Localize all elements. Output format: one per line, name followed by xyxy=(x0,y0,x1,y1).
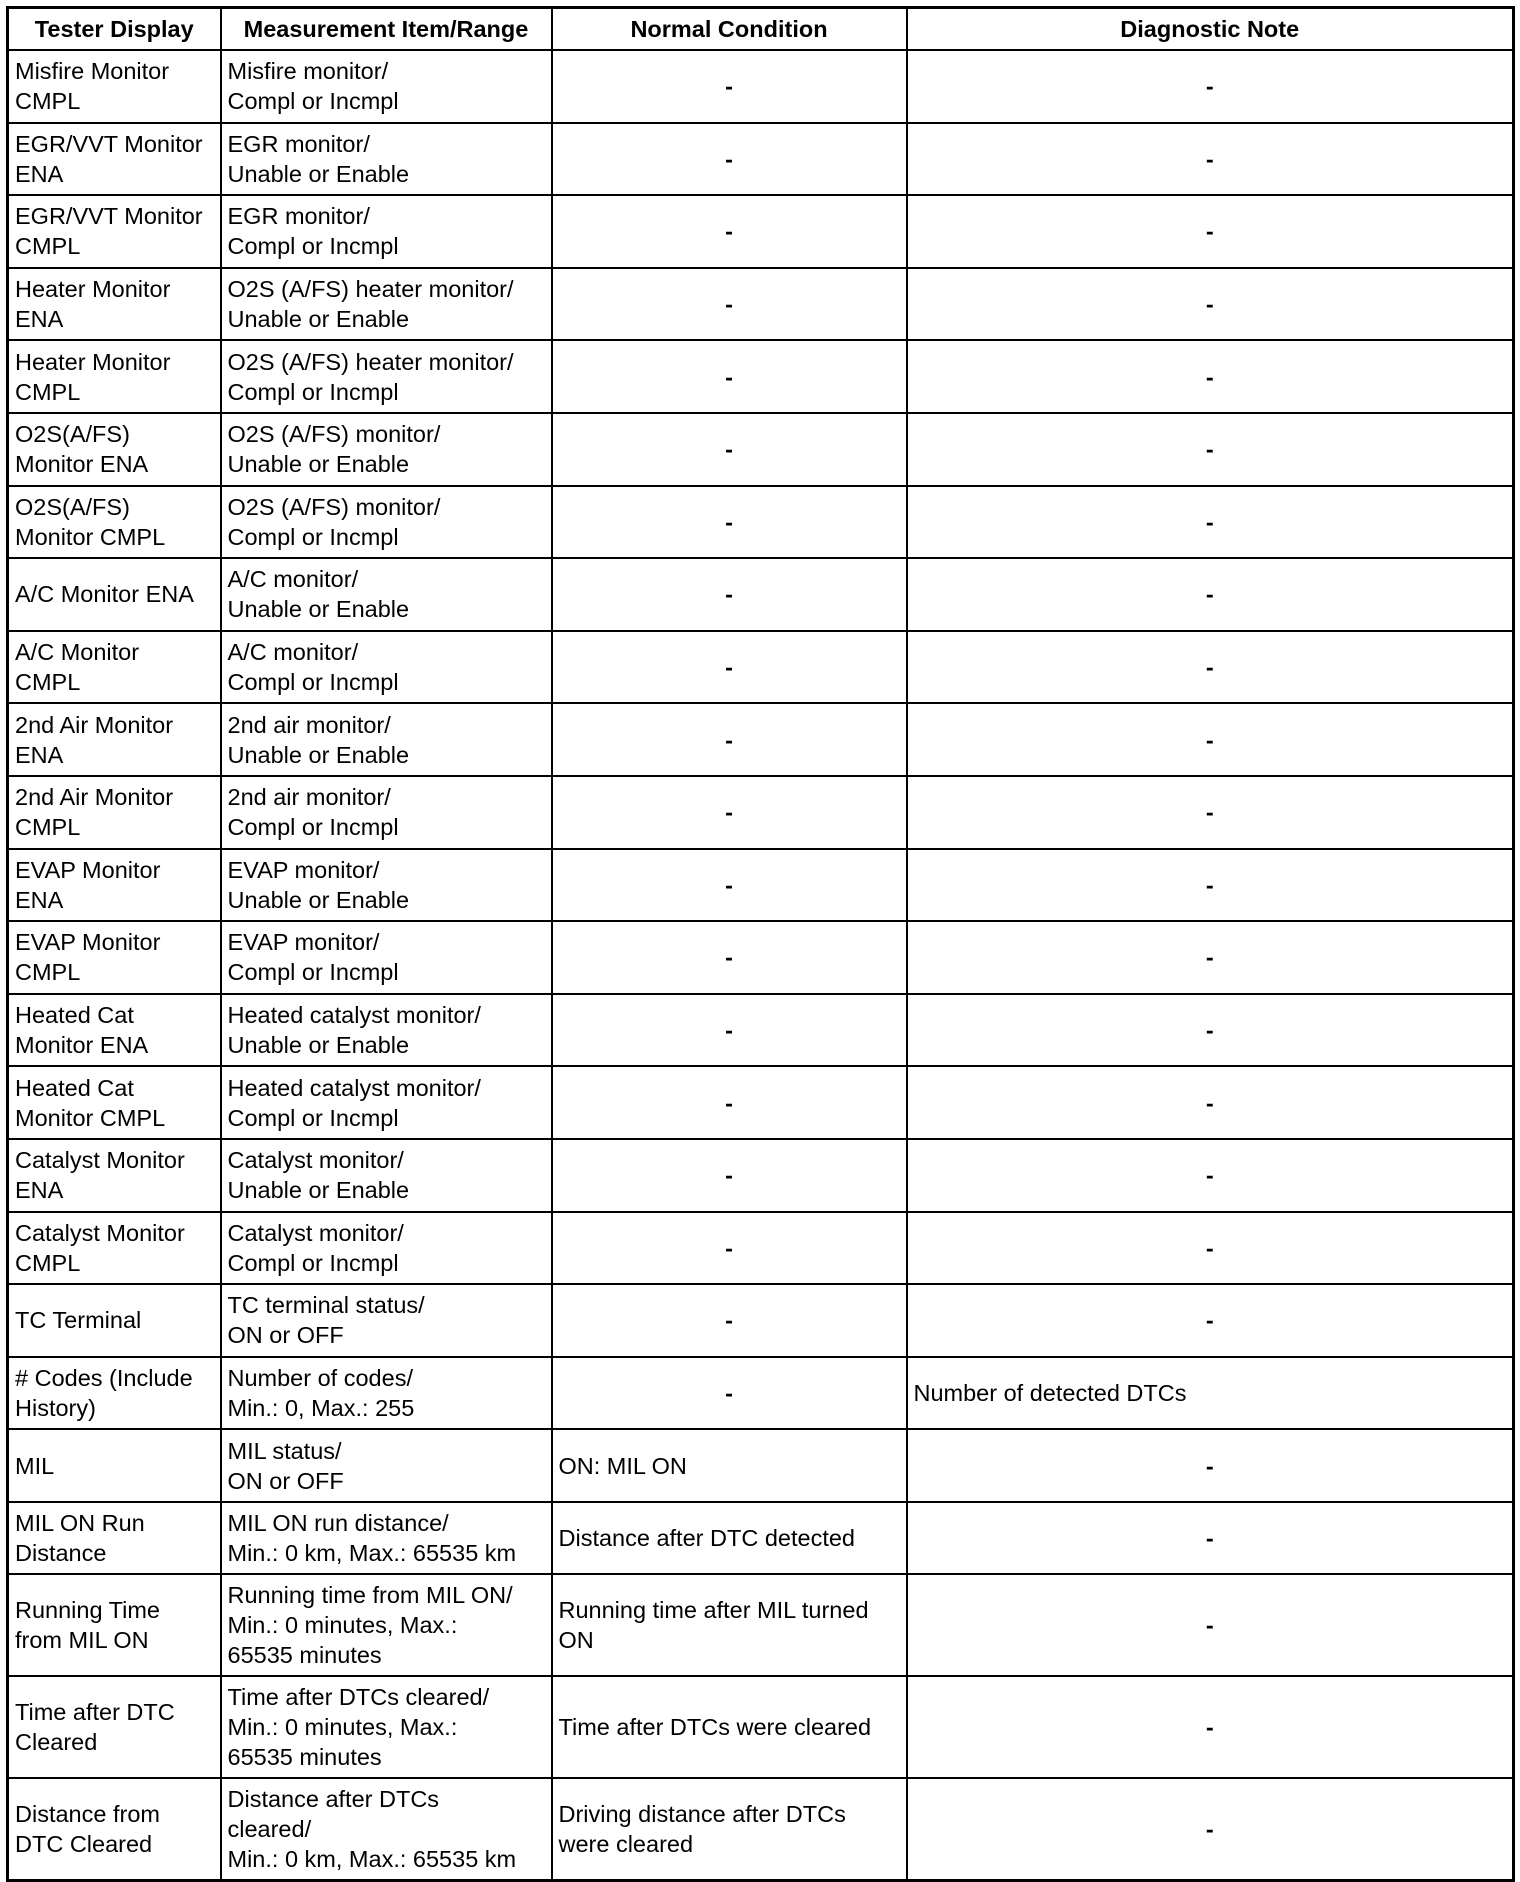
cell-normal-condition: - xyxy=(552,1212,907,1285)
cell-diagnostic-note: - xyxy=(907,776,1514,849)
cell-tester-display: MIL xyxy=(8,1429,221,1502)
cell-tester-display: EGR/VVT Monitor ENA xyxy=(8,123,221,196)
cell-diagnostic-note: - xyxy=(907,631,1514,704)
data-list-table xyxy=(6,6,1515,1882)
cell-measurement-item: O2S (A/FS) heater monitor/ Unable or Enable xyxy=(221,268,552,341)
cell-normal-condition: Driving distance after DTCs were cleared xyxy=(552,1778,907,1881)
table-row xyxy=(8,1139,1514,1212)
cell-diagnostic-note: - xyxy=(907,123,1514,196)
table-row xyxy=(8,703,1514,776)
cell-normal-condition: - xyxy=(552,413,907,486)
table-row xyxy=(8,994,1514,1067)
cell-normal-condition: - xyxy=(552,1066,907,1139)
cell-measurement-item: Heated catalyst monitor/ Unable or Enable xyxy=(221,994,552,1067)
cell-measurement-item: Heated catalyst monitor/ Compl or Incmpl xyxy=(221,1066,552,1139)
cell-measurement-item: EVAP monitor/ Compl or Incmpl xyxy=(221,921,552,994)
cell-diagnostic-note: - xyxy=(907,340,1514,413)
cell-tester-display: Heated Cat Monitor CMPL xyxy=(8,1066,221,1139)
table-row xyxy=(8,1066,1514,1139)
cell-normal-condition: ON: MIL ON xyxy=(552,1429,907,1502)
cell-normal-condition: - xyxy=(552,921,907,994)
cell-measurement-item: O2S (A/FS) monitor/ Unable or Enable xyxy=(221,413,552,486)
cell-measurement-item: 2nd air monitor/ Unable or Enable xyxy=(221,703,552,776)
table-row xyxy=(8,631,1514,704)
cell-normal-condition: - xyxy=(552,994,907,1067)
table-row xyxy=(8,1778,1514,1881)
cell-measurement-item: Distance after DTCs cleared/ Min.: 0 km, Max.: 65535 km xyxy=(221,1778,552,1881)
cell-diagnostic-note: - xyxy=(907,486,1514,559)
table-row xyxy=(8,195,1514,268)
cell-tester-display: MIL ON Run Distance xyxy=(8,1502,221,1575)
table-row xyxy=(8,558,1514,631)
cell-measurement-item: O2S (A/FS) monitor/ Compl or Incmpl xyxy=(221,486,552,559)
table-row xyxy=(8,1676,1514,1778)
table-row xyxy=(8,413,1514,486)
cell-measurement-item: Running time from MIL ON/ Min.: 0 minutes, Max.: 65535 minutes xyxy=(221,1574,552,1676)
cell-tester-display: EVAP Monitor ENA xyxy=(8,849,221,922)
cell-tester-display: A/C Monitor CMPL xyxy=(8,631,221,704)
cell-measurement-item: EGR monitor/ Compl or Incmpl xyxy=(221,195,552,268)
cell-diagnostic-note: - xyxy=(907,1502,1514,1575)
cell-measurement-item: Number of codes/ Min.: 0, Max.: 255 xyxy=(221,1357,552,1430)
cell-tester-display: O2S(A/FS) Monitor ENA xyxy=(8,413,221,486)
cell-normal-condition: - xyxy=(552,486,907,559)
cell-measurement-item: 2nd air monitor/ Compl or Incmpl xyxy=(221,776,552,849)
cell-tester-display: EGR/VVT Monitor CMPL xyxy=(8,195,221,268)
table-row xyxy=(8,123,1514,196)
cell-normal-condition: - xyxy=(552,631,907,704)
cell-normal-condition: - xyxy=(552,703,907,776)
cell-diagnostic-note: - xyxy=(907,921,1514,994)
cell-normal-condition: - xyxy=(552,776,907,849)
cell-diagnostic-note: - xyxy=(907,1574,1514,1676)
cell-tester-display: # Codes (Include History) xyxy=(8,1357,221,1430)
table-row xyxy=(8,1284,1514,1357)
cell-diagnostic-note: - xyxy=(907,413,1514,486)
cell-diagnostic-note: - xyxy=(907,1429,1514,1502)
cell-tester-display: A/C Monitor ENA xyxy=(8,558,221,631)
table-row xyxy=(8,340,1514,413)
cell-tester-display: Catalyst Monitor ENA xyxy=(8,1139,221,1212)
table-row xyxy=(8,1502,1514,1575)
cell-measurement-item: TC terminal status/ ON or OFF xyxy=(221,1284,552,1357)
cell-diagnostic-note: - xyxy=(907,268,1514,341)
cell-normal-condition: - xyxy=(552,849,907,922)
cell-tester-display: EVAP Monitor CMPL xyxy=(8,921,221,994)
header-measurement-item: Measurement Item/Range xyxy=(221,8,552,51)
cell-diagnostic-note: - xyxy=(907,703,1514,776)
cell-tester-display: 2nd Air Monitor CMPL xyxy=(8,776,221,849)
cell-normal-condition: Distance after DTC detected xyxy=(552,1502,907,1575)
cell-normal-condition: - xyxy=(552,1139,907,1212)
cell-diagnostic-note: - xyxy=(907,1139,1514,1212)
cell-measurement-item: Catalyst monitor/ Compl or Incmpl xyxy=(221,1212,552,1285)
cell-diagnostic-note: - xyxy=(907,195,1514,268)
table-row xyxy=(8,849,1514,922)
cell-normal-condition: - xyxy=(552,1284,907,1357)
table-row xyxy=(8,1212,1514,1285)
table-row xyxy=(8,486,1514,559)
cell-tester-display: Misfire Monitor CMPL xyxy=(8,50,221,123)
cell-normal-condition: - xyxy=(552,123,907,196)
cell-measurement-item: EVAP monitor/ Unable or Enable xyxy=(221,849,552,922)
cell-tester-display: Catalyst Monitor CMPL xyxy=(8,1212,221,1285)
cell-diagnostic-note: - xyxy=(907,558,1514,631)
cell-normal-condition: Running time after MIL turned ON xyxy=(552,1574,907,1676)
table-row xyxy=(8,1574,1514,1676)
cell-normal-condition: Time after DTCs were cleared xyxy=(552,1676,907,1778)
cell-measurement-item: EGR monitor/ Unable or Enable xyxy=(221,123,552,196)
cell-measurement-item: A/C monitor/ Compl or Incmpl xyxy=(221,631,552,704)
cell-diagnostic-note: - xyxy=(907,849,1514,922)
table-row xyxy=(8,1357,1514,1430)
cell-tester-display: O2S(A/FS) Monitor CMPL xyxy=(8,486,221,559)
table-row xyxy=(8,1429,1514,1502)
cell-normal-condition: - xyxy=(552,195,907,268)
table-row xyxy=(8,50,1514,123)
cell-tester-display: Heater Monitor ENA xyxy=(8,268,221,341)
cell-tester-display: Time after DTC Cleared xyxy=(8,1676,221,1778)
header-diagnostic-note: Diagnostic Note xyxy=(907,8,1514,51)
cell-normal-condition: - xyxy=(552,268,907,341)
header-tester-display: Tester Display xyxy=(8,8,221,51)
cell-diagnostic-note: - xyxy=(907,1676,1514,1778)
cell-diagnostic-note: - xyxy=(907,1284,1514,1357)
cell-diagnostic-note: - xyxy=(907,1778,1514,1881)
cell-measurement-item: O2S (A/FS) heater monitor/ Compl or Incmpl xyxy=(221,340,552,413)
cell-diagnostic-note: Number of detected DTCs xyxy=(907,1357,1514,1430)
cell-measurement-item: Time after DTCs cleared/ Min.: 0 minutes, Max.: 65535 minutes xyxy=(221,1676,552,1778)
cell-diagnostic-note: - xyxy=(907,1212,1514,1285)
cell-diagnostic-note: - xyxy=(907,994,1514,1067)
cell-tester-display: 2nd Air Monitor ENA xyxy=(8,703,221,776)
table-header-row xyxy=(8,8,1514,51)
cell-measurement-item: MIL ON run distance/ Min.: 0 km, Max.: 65535 km xyxy=(221,1502,552,1575)
cell-normal-condition: - xyxy=(552,1357,907,1430)
table-row xyxy=(8,268,1514,341)
cell-diagnostic-note: - xyxy=(907,50,1514,123)
header-normal-condition: Normal Condition xyxy=(552,8,907,51)
cell-measurement-item: A/C monitor/ Unable or Enable xyxy=(221,558,552,631)
table-row xyxy=(8,776,1514,849)
table-row xyxy=(8,921,1514,994)
cell-tester-display: Distance from DTC Cleared xyxy=(8,1778,221,1881)
cell-measurement-item: Misfire monitor/ Compl or Incmpl xyxy=(221,50,552,123)
cell-tester-display: TC Terminal xyxy=(8,1284,221,1357)
cell-normal-condition: - xyxy=(552,340,907,413)
cell-normal-condition: - xyxy=(552,50,907,123)
cell-tester-display: Heated Cat Monitor ENA xyxy=(8,994,221,1067)
cell-tester-display: Running Time from MIL ON xyxy=(8,1574,221,1676)
cell-diagnostic-note: - xyxy=(907,1066,1514,1139)
cell-normal-condition: - xyxy=(552,558,907,631)
cell-tester-display: Heater Monitor CMPL xyxy=(8,340,221,413)
cell-measurement-item: Catalyst monitor/ Unable or Enable xyxy=(221,1139,552,1212)
cell-measurement-item: MIL status/ ON or OFF xyxy=(221,1429,552,1502)
